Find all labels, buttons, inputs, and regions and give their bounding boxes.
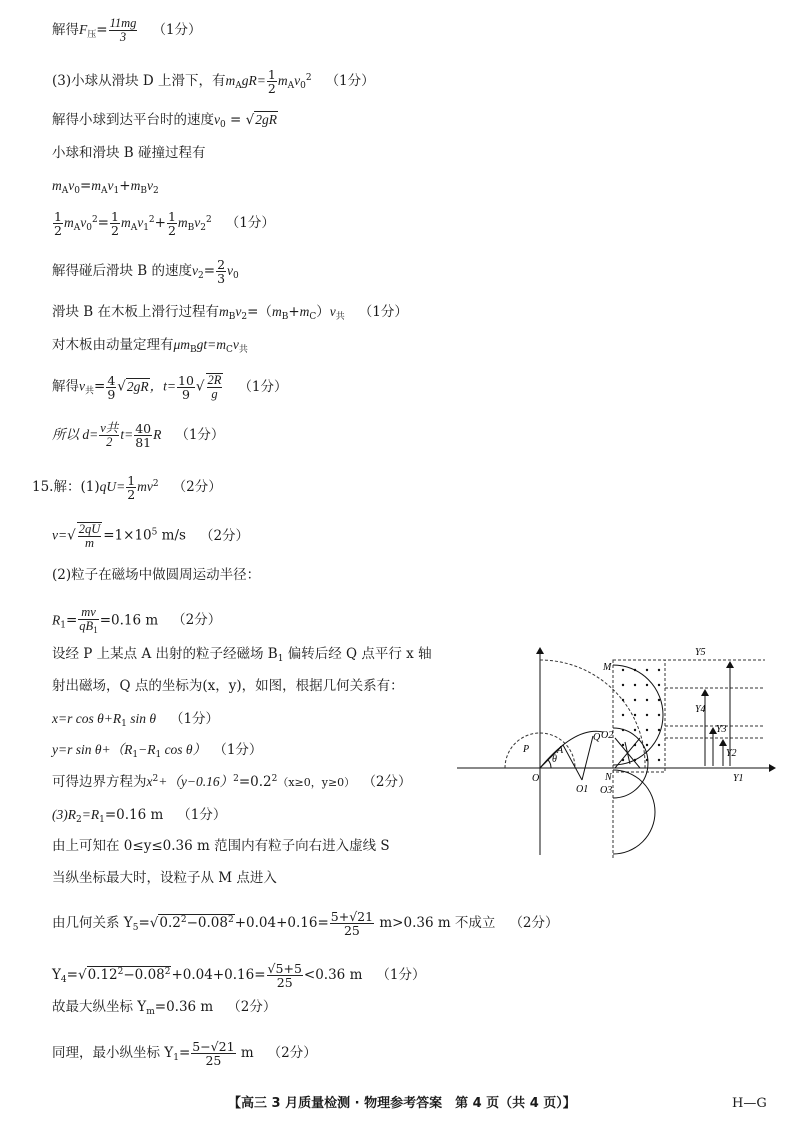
line-01: 解得$F_压=$ $\frac{11mg}{3}$ （1分） (52, 16, 202, 45)
label-Y3: Y3 (716, 724, 727, 735)
line-02: (3)小球从滑块 D 上滑下，有$m_AgR=$ $\frac{1}{2}$ $m_Av_0^2$ （1分） (52, 67, 375, 97)
line-25: $Y_4=√0.12^2-0.08^2+0.04+0.16=$ $\frac{√5+5}{25}$ <0.36 m （1分） (52, 961, 426, 991)
fraction: $\frac{11mg}{3}$ (109, 16, 137, 45)
label-Y2: Y2 (726, 748, 737, 759)
label-M: M (603, 662, 612, 673)
field-region (613, 660, 665, 772)
trajectory-arc-3 (613, 770, 655, 854)
line-05: $m_Av_0=m_Av_1+m_Bv_2$ (52, 178, 159, 196)
line-09: 对木板由动量定理有$\mu m_Bgt=m_Cv_共$ (52, 337, 248, 355)
label-Y1: Y1 (733, 773, 744, 784)
radius-O1Q (582, 736, 593, 780)
label-O: O (532, 773, 540, 784)
line-18: x=r $\cos \theta+R_1$ sin θ （1分） (52, 711, 220, 729)
line-19: y=r $\sin \theta+(R_1-R_1$ cos θ） （1分） (52, 742, 263, 760)
line-14: (2)粒子在磁场中做圆周运动半径： (52, 567, 261, 583)
line-07: 解得碰后滑块 B 的速度$v_2=$ $\frac{2}{3}$ $v_0$ (52, 257, 239, 287)
line-26: 故最大纵坐标 $Y_m=0.36$ m （2分） (52, 999, 277, 1017)
line-15: $R_1=$ $\frac{mv}{qB_1}$ =0.16 m （2分） (52, 605, 222, 636)
magnetic-field-diagram (455, 640, 785, 860)
label-theta: θ (552, 754, 557, 765)
label-O3: O3 (600, 785, 613, 796)
footer-code: H—G (732, 1096, 767, 1111)
theta-arc (548, 760, 551, 768)
line-06: $\frac{1}{2}$ $m_Av_0^2=$ $\frac{1}{2}$ $m_Av_1^2+$ $\frac{1}{2}$ $m_Bv_2^2$ （1分） (54, 209, 275, 239)
line-13: v=√ $\frac{2qU}{m}$ $=1\times 10^5$ m/s （2分） (52, 522, 250, 551)
label-Y4: Y4 (695, 704, 706, 715)
line-24: 由几何关系 $Y_5=√0.2^2-0.08^2+0.04+0.16=$ $\frac{5+√21}{25}$ m>0.36 m 不成立 （2分） (52, 909, 559, 939)
footer-title: 【高三 3 月质量检测 · 物理参考答案 第 4 页（共 4 页）】 (228, 1096, 576, 1111)
line-12: 15.解：(1)qU= $\frac{1}{2}$ $mv^2$ （2分） (32, 473, 222, 503)
line-08: 滑块 B 在木板上滑行过程有$m_Bv_2=(m_B+m_C)v_共$ （1分） (52, 304, 408, 322)
line-11: 所以 d= v共 2 t= $\frac{40}{81}$ R （1分） (52, 421, 225, 451)
field-dots (622, 669, 660, 761)
label-P: P (523, 744, 530, 755)
line-04: 小球和滑块 B 碰撞过程有 (52, 145, 206, 161)
line-27: 同理，最小纵坐标 $Y_1=$ $\frac{5-√21}{25}$ m （2分） (52, 1039, 317, 1069)
radius-O1A (563, 745, 582, 780)
fraction: $\frac{1}{2}$ (267, 67, 276, 97)
line-10: 解得$v_共=$ $\frac{4}{9}$ √2gR，t= $\frac{10}{9}$ √ $\frac{2R}{g}$ （1分） (52, 372, 288, 402)
line-22: 由上可知在 0≤y≤0.36 m 范围内有粒子向右进入虚线 S (52, 838, 390, 854)
line-17: 射出磁场，Q 点的坐标为(x，y)，如图，根据几何关系有： (52, 678, 404, 694)
label-O1: O1 (576, 784, 589, 795)
line-16: 设经 P 上某点 A 出射的粒子经磁场 $B_1$ 偏转后经 Q 点平行 x 轴 (52, 646, 432, 664)
line-20: 可得边界方程为$x^2+(y-0.16)^2=0.2^2(x\ge 0$，y≥0） （2分） (52, 774, 412, 790)
line-21: $(3)R_2=R_1=0.16$ m （1分） (52, 807, 227, 825)
line-23: 当纵坐标最大时，设粒子从 M 点进入 (52, 870, 277, 886)
trajectory-arc-2 (613, 728, 648, 798)
label-A: A (557, 745, 564, 756)
trajectory-arc-1 (613, 665, 663, 765)
label-Q: Q (593, 732, 601, 743)
line-03: 解得小球到达平台时的速度$v_0 = √2gR$ (52, 112, 277, 130)
label-N: N (605, 772, 612, 783)
label-Y5: Y5 (695, 647, 706, 658)
label-O2: O2 (601, 730, 614, 741)
